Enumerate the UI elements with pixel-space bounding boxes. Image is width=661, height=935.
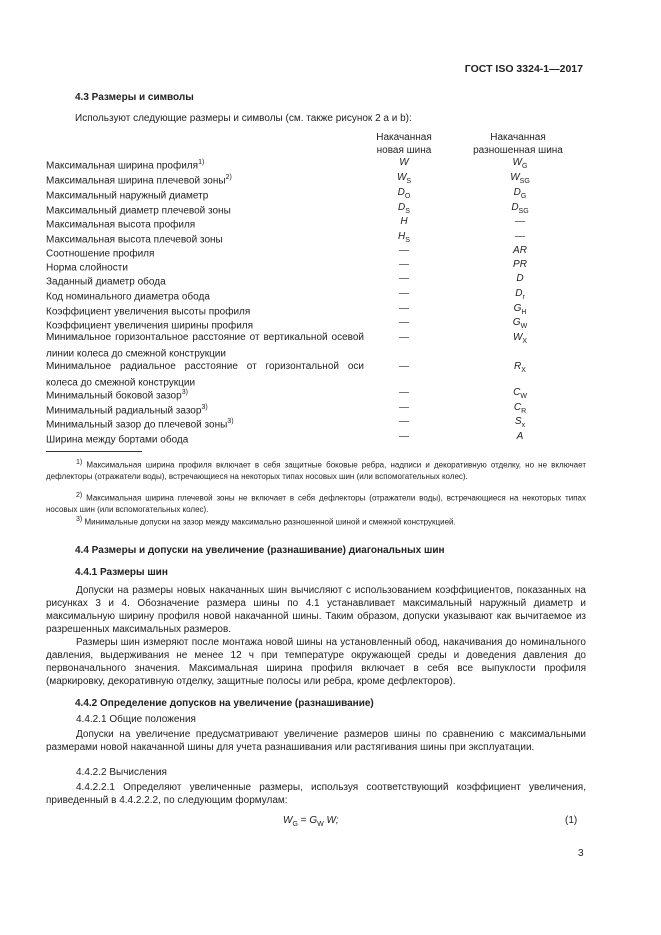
section-4-4-2-1-title: 4.4.2.1 Общие положения bbox=[76, 714, 196, 725]
footnote-1: $^{1)}$ Максимальная ширина профиля включает в себя защитные боковые ребра, надписи и декоративную отделку, но не включает дефлекторы (отражатели воды), встречающиеся на некоторых типах носовых шин (или вспомогательных колес). bbox=[46, 459, 586, 482]
symbol-grown-tire: A bbox=[516, 431, 524, 442]
row-label: Соотношение профиля bbox=[46, 248, 155, 260]
symbol-new-tire: — bbox=[399, 259, 409, 270]
symbol-new-tire: — bbox=[399, 361, 409, 372]
symbol-new-tire: $D_S$ bbox=[398, 202, 410, 215]
row-label: Минимальный боковой зазор$^{3)}$ bbox=[46, 389, 188, 402]
section-4-4-1-title: 4.4.1 Размеры шин bbox=[75, 567, 168, 578]
symbol-grown-tire: $D_r$ bbox=[515, 288, 525, 301]
row-label: Максимальная высота плечевой зоны bbox=[46, 234, 223, 246]
row-label: Максимальная ширина профиля$^{1)}$ bbox=[46, 159, 205, 172]
row-label: Норма слойности bbox=[46, 262, 128, 274]
row-label: Максимальный диаметр плечевой зоны bbox=[46, 205, 231, 217]
symbol-new-tire: — bbox=[399, 288, 409, 299]
symbol-new-tire: — bbox=[399, 387, 409, 398]
section-4-4-2-title: 4.4.2 Определение допусков на увеличение (разнашивание) bbox=[75, 698, 374, 709]
column-header-new-tire: Накачанная новая шина bbox=[376, 132, 432, 156]
doc-code-header: ГОСТ ISO 3324-1—2017 bbox=[464, 63, 583, 75]
symbol-grown-tire: $C_W$ bbox=[513, 387, 527, 400]
symbol-new-tire: — bbox=[399, 245, 409, 256]
symbol-new-tire: — bbox=[399, 416, 409, 427]
symbol-new-tire: — bbox=[399, 317, 409, 328]
paragraph-4-4-1-a: Допуски на размеры новых накачанных шин вычисляют с использованием коэффициентов, показанных на рисунках 3 и 4. Обозначение размера шины по 4.1 устанавливает максимальный наружный диаметр и максимальную ширину профиля новой накачанной шины. Таким образом, допуски указывают как вычитаемое из разрешенных максимальных размеров. bbox=[46, 585, 586, 635]
formula-1: $W_G = G_W$ W; bbox=[283, 815, 339, 828]
footnote-3: $^{3)}$ Минимальные допуски на зазор между максимально разношенной шиной и смежной конструкцией. bbox=[76, 516, 456, 527]
symbol-new-tire: H bbox=[400, 216, 408, 227]
symbol-grown-tire: $W_G$ bbox=[512, 157, 528, 170]
row-label: Заданный диаметр обода bbox=[46, 276, 166, 288]
symbol-grown-tire: $D_G$ bbox=[513, 187, 527, 200]
row-label: Минимальный зазор до плечевой зоны$^{3)}$ bbox=[46, 418, 234, 431]
symbol-grown-tire: AR bbox=[513, 245, 527, 256]
paragraph-4-4-2-2-1: 4.4.2.2.1 Определяют увеличенные размеры, используя соответствующий коэффициент увеличения, приведенный в 4.4.2.2.2, по следующим формулам: bbox=[46, 782, 586, 806]
footnote-separator bbox=[46, 451, 142, 452]
symbol-new-tire: $D_O$ bbox=[397, 187, 411, 200]
symbol-new-tire: — bbox=[399, 332, 409, 343]
symbol-grown-tire: — bbox=[515, 216, 525, 227]
column-header-grown-tire: Накачанная разношенная шина bbox=[473, 132, 563, 156]
section-4-3-title: 4.3 Размеры и символы bbox=[75, 92, 194, 103]
symbol-new-tire: W bbox=[399, 157, 409, 168]
symbol-new-tire: $W_S$ bbox=[396, 172, 412, 185]
paragraph-4-4-1-b: Размеры шин измеряют после монтажа новой шины на установленный обод, накачивания до номинального давления, выдерживания не менее 12 ч при температуре окружающей среды и доведения давления до первоначального значения. Максимальная ширина профиля включает в себя все выпуклости профиля (маркировку, декоративную отделку, защитные полосы или ребра, кроме дефлекторов). bbox=[46, 637, 586, 687]
paragraph-4-4-2-1: Допуски на увеличение предусматривают увеличение размеров шины по сравнению с максимальными размерами новой накачанной шины для учета разнашивания или растягивания шины при эксплуатации. bbox=[46, 729, 586, 753]
row-label: Коэффициент увеличения высоты профиля bbox=[46, 306, 251, 318]
symbol-grown-tire: $G_H$ bbox=[513, 303, 527, 316]
symbol-grown-tire: $S_x$ bbox=[514, 416, 526, 429]
symbol-grown-tire: $G_W$ bbox=[512, 317, 528, 330]
row-label: Минимальное горизонтальное расстояние от вертикальной осевой линии колеса до смежной конструкции bbox=[46, 332, 364, 360]
symbol-grown-tire: PR bbox=[513, 259, 527, 270]
symbol-new-tire: $H_S$ bbox=[398, 231, 410, 244]
section-4-3-intro: Используют следующие размеры и символы (см. также рисунок 2 a и b): bbox=[75, 113, 412, 124]
row-label: Минимальный радиальный зазор$^{3)}$ bbox=[46, 404, 208, 417]
section-4-4-2-2-title: 4.4.2.2 Вычисления bbox=[76, 767, 167, 778]
symbol-grown-tire: — bbox=[515, 231, 525, 242]
symbol-grown-tire: $R_X$ bbox=[514, 361, 526, 374]
page-number: 3 bbox=[578, 848, 584, 859]
symbol-grown-tire: D bbox=[516, 273, 524, 284]
row-label: Максимальная высота профиля bbox=[46, 219, 196, 231]
row-label: Максимальный наружный диаметр bbox=[46, 190, 209, 202]
symbol-grown-tire: $D_{SG}$ bbox=[511, 202, 529, 215]
row-label: Максимальная ширина плечевой зоны$^{2)}$ bbox=[46, 174, 232, 187]
row-label: Код номинального диаметра обода bbox=[46, 291, 210, 303]
symbol-new-tire: — bbox=[399, 303, 409, 314]
symbol-new-tire: — bbox=[399, 431, 409, 442]
row-label: Ширина между бортами обода bbox=[46, 434, 189, 446]
row-label: Минимальное радиальное расстояние от горизонтальной оси колеса до смежной конструкции bbox=[46, 361, 364, 389]
symbol-grown-tire: $W_X$ bbox=[512, 332, 528, 345]
section-4-4-title: 4.4 Размеры и допуски на увеличение (разнашивание) диагональных шин bbox=[75, 545, 445, 556]
footnote-2: $^{2)}$ Максимальная ширина плечевой зоны не включает в себя дефлекторы (отражатели воды), встречающиеся на некоторых типах носовых шин (или вспомогательных колес). bbox=[46, 492, 586, 515]
formula-number: (1) bbox=[565, 815, 578, 826]
symbol-grown-tire: $W_{SG}$ bbox=[510, 172, 530, 185]
symbol-new-tire: — bbox=[399, 273, 409, 284]
symbol-new-tire: — bbox=[399, 402, 409, 413]
symbol-grown-tire: $C_R$ bbox=[513, 402, 527, 415]
row-label: Коэффициент увеличения ширины профиля bbox=[46, 320, 254, 332]
